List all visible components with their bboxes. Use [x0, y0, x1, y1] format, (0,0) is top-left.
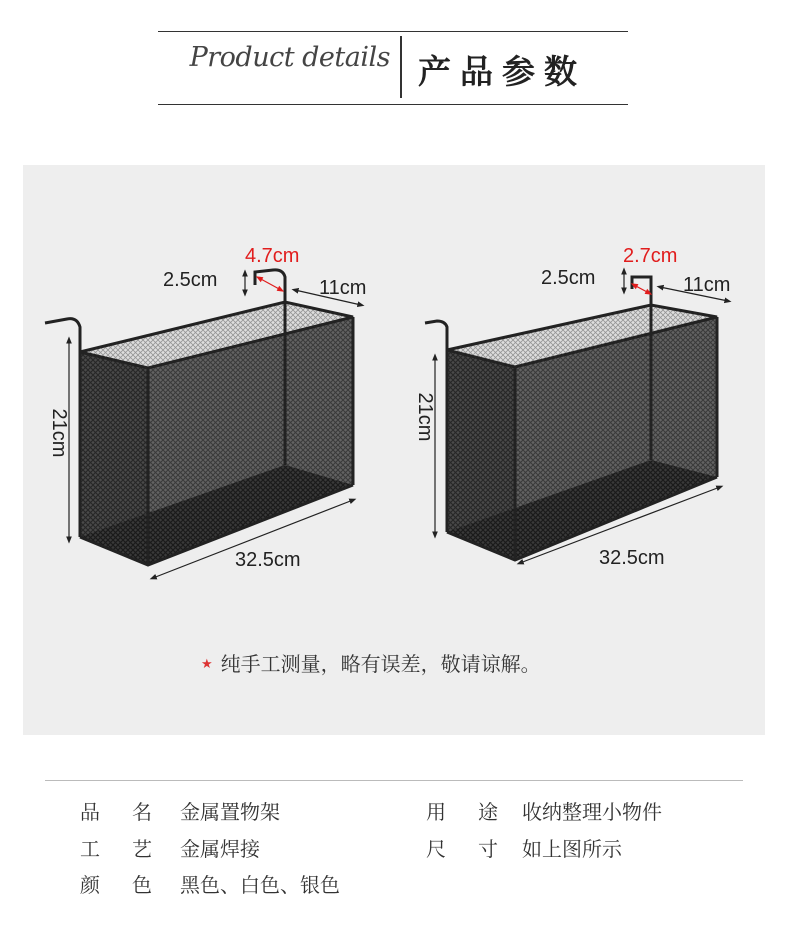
left-depth-label: 11cm — [319, 277, 367, 299]
spec-value: 金属置物架 — [180, 800, 280, 824]
spec-label: 工艺 — [80, 837, 184, 861]
left-hook-width-label: 4.7cm — [245, 245, 300, 267]
spec-value: 如上图所示 — [522, 837, 622, 861]
spec-label: 用途 — [426, 800, 530, 824]
right-depth-label: 11cm — [683, 274, 731, 296]
header-bottom-rule — [158, 104, 628, 105]
left-basket — [45, 245, 366, 578]
spec-value: 黑色、白色、银色 — [180, 873, 340, 897]
product-diagram-panel — [23, 165, 765, 735]
header-english-title: Product details — [189, 42, 390, 73]
spec-label: 尺寸 — [426, 837, 530, 861]
header-top-rule — [158, 31, 628, 32]
left-height-label: 21cm — [48, 408, 70, 458]
right-length-label: 32.5cm — [599, 547, 665, 569]
spec-value: 收纳整理小物件 — [522, 800, 662, 824]
star-icon: ★ — [201, 657, 213, 672]
right-basket — [414, 245, 730, 569]
measurement-note — [201, 648, 541, 677]
header-divider — [400, 36, 402, 98]
spec-value: 金属焊接 — [180, 837, 260, 861]
spec-label: 品名 — [80, 800, 184, 824]
right-hook-width-label: 2.7cm — [623, 245, 678, 267]
spec-label: 颜色 — [80, 873, 184, 897]
right-hook-height-label: 2.5cm — [541, 267, 596, 289]
specs-divider — [45, 780, 743, 781]
measurement-note-text: 纯手工测量，略有误差，敬请谅解。 — [220, 652, 541, 676]
right-height-label: 21cm — [414, 392, 436, 442]
header-chinese-title: 产品参数 — [418, 52, 586, 91]
left-hook-height-label: 2.5cm — [163, 269, 218, 291]
left-length-label: 32.5cm — [235, 549, 301, 571]
